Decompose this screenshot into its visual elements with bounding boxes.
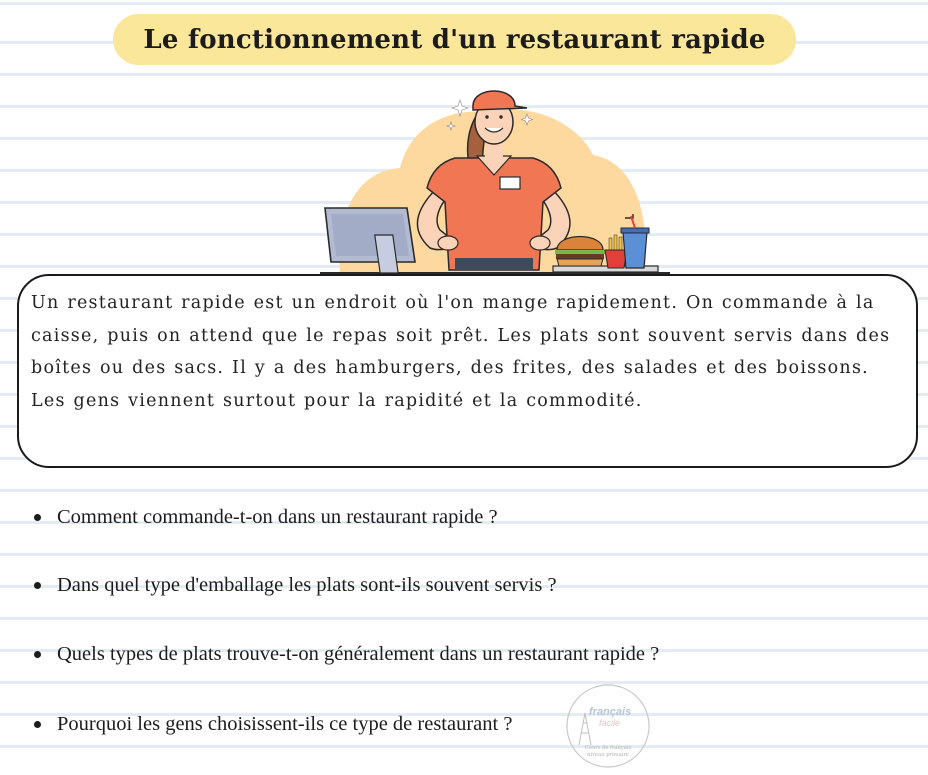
question-text: Dans quel type d'emballage les plats sont-ils souvent servis ? [57, 573, 557, 596]
watermark-logo [565, 683, 651, 769]
right-hand [530, 236, 550, 250]
apron [455, 258, 533, 270]
question-item [34, 570, 557, 600]
fast-food-worker-illustration [315, 80, 675, 275]
question-item [34, 709, 512, 739]
svg-text:Cours de français: Cours de français [584, 745, 632, 751]
question-text: Quels types de plats trouve-t-on généralement dans un restaurant rapide ? [57, 642, 660, 665]
bullet-icon [34, 582, 41, 589]
page-title: Le fonctionnement d'un restaurant rapide [143, 24, 766, 55]
bullet-icon [34, 514, 41, 521]
reading-paragraph: Un restaurant rapide est un endroit où l'on mange rapidement. On commande à la caisse, puis on attend que le repas soit prêt. Les plats sont souvent servis dans des boîtes ou des sacs. Il y a des hamburgers, des frites, des salades et des boissons. Les gens viennent surtout pour la rapidité et la commodité. [31, 293, 891, 411]
burger-icon [555, 237, 605, 267]
bullet-icon [34, 721, 41, 728]
bullet-icon [34, 651, 41, 658]
name-badge [500, 177, 520, 189]
left-hand [438, 236, 458, 250]
question-item [34, 639, 659, 669]
reading-text-box [17, 274, 918, 468]
svg-text:niveau primaire: niveau primaire [587, 752, 629, 758]
title-banner [113, 14, 796, 65]
question-text: Pourquoi les gens choisissent-ils ce type de restaurant ? [57, 712, 513, 735]
svg-text:facile: facile [599, 718, 621, 728]
cap [473, 91, 527, 110]
question-text: Comment commande-t-on dans un restaurant rapide ? [57, 505, 498, 528]
question-item [34, 502, 498, 532]
svg-text:français: français [589, 706, 632, 718]
